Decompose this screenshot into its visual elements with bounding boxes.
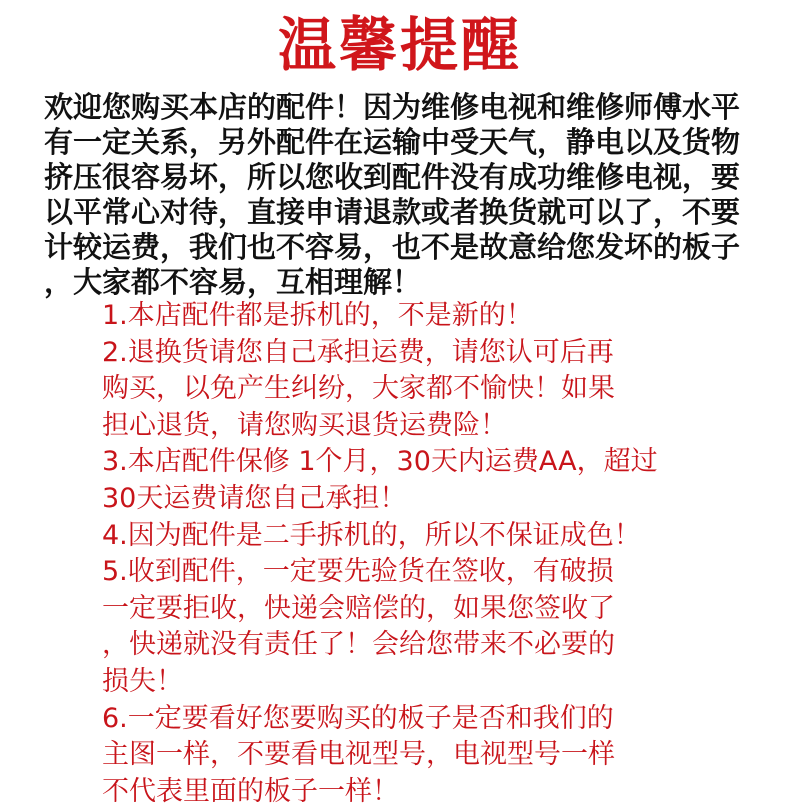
notice-line: 担心退货，请您购买退货运费险！ (102, 409, 507, 441)
intro-line: 有一定关系，另外配件在运输中受天气，静电以及货物 (44, 125, 741, 159)
notice-line: 一定要拒收，快递会赔偿的，如果您签收了 (102, 592, 615, 624)
intro-line: 计较运费，我们也不容易，也不是故意给您发坏的板子 (44, 230, 741, 264)
intro-line: 欢迎您购买本店的配件！因为维修电视和维修师傅水平 (44, 90, 741, 124)
notice-line: 4.因为配件是二手拆机的，所以不保证成色！ (102, 519, 641, 551)
notice-line: 2.退换货请您自己承担运费，请您认可后再 (102, 336, 614, 368)
page-title: 温馨提醒 (277, 11, 522, 79)
intro-line: 以平常心对待，直接申请退款或者换货就可以了，不要 (44, 195, 741, 229)
notice-line: 购买，以免产生纠纷，大家都不愉快！如果 (102, 373, 615, 405)
notice-line: 不代表里面的板子一样！ (102, 775, 399, 807)
notice-line: 3.本店配件保修 1个月，30天内运费AA，超过 (102, 446, 658, 478)
notice-line: 30天运费请您自己承担！ (102, 482, 407, 514)
notice-line: 6.一定要看好您要购买的板子是否和我们的 (102, 702, 614, 734)
notice-line: ，快递就没有责任了！会给您带来不必要的 (102, 629, 615, 661)
notice-line: 1.本店配件都是拆机的，不是新的！ (102, 300, 533, 331)
notice-list (102, 298, 772, 810)
intro-line: 挤压很容易坏，所以您收到配件没有成功维修电视，要 (44, 160, 741, 194)
notice-line: 损失！ (102, 665, 183, 697)
notice-line: 主图一样，不要看电视型号，电视型号一样 (102, 739, 615, 771)
intro-line: ，大家都不容易，互相理解！ (44, 265, 422, 299)
intro-paragraph (44, 90, 766, 300)
notice-line: 5.收到配件，一定要先验货在签收，有破损 (102, 556, 614, 588)
